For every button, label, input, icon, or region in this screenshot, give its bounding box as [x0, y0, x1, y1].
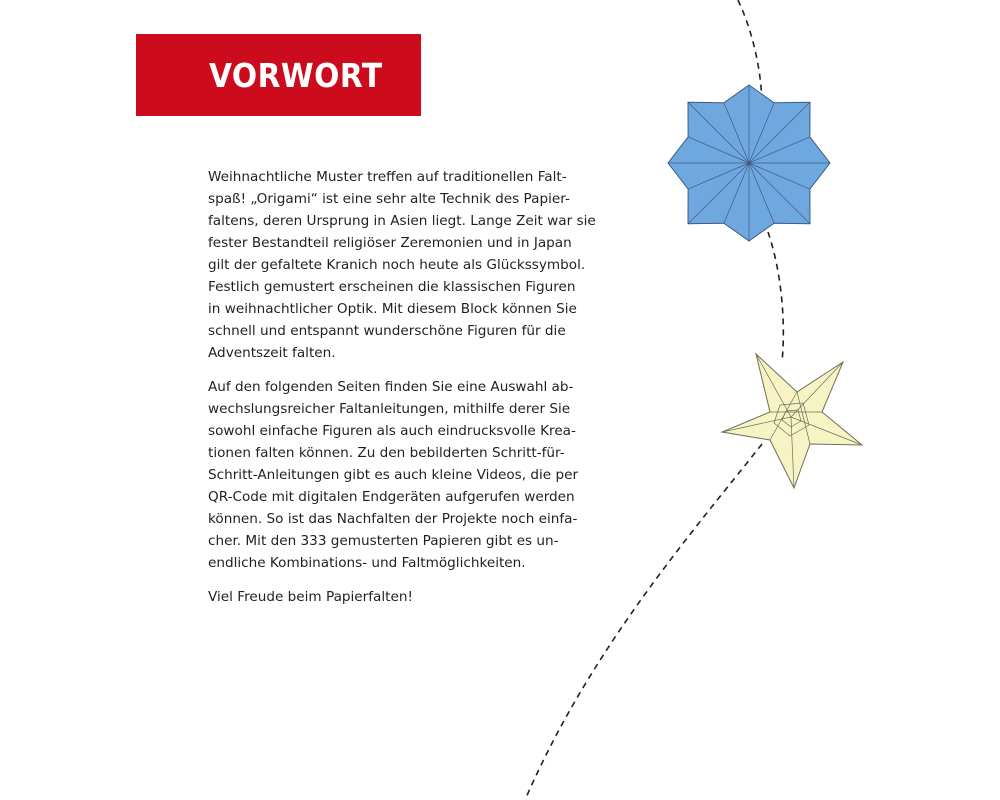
text-line: faltens, deren Ursprung in Asien liegt. Lange Zeit war sie [208, 213, 596, 229]
text-line: wechslungsreicher Faltanleitungen, mithilfe derer Sie [208, 401, 571, 417]
text-line: tionen falten können. Zu den bebilderten Schritt-für- [208, 445, 565, 461]
text-line: Weihnachtliche Muster treffen auf traditionellen Falt- [208, 169, 567, 185]
page-title: VORWORT [209, 56, 383, 95]
text-line: Viel Freude beim Papierfalten! [208, 589, 413, 605]
text-line: fester Bestandteil religiöser Zeremonien und in Japan [208, 235, 572, 251]
text-line: Adventszeit falten. [208, 345, 336, 361]
text-line: sowohl einfache Figuren als auch eindrucksvolle Krea- [208, 423, 576, 439]
text-line: Festlich gemustert erscheinen die klassischen Figuren [208, 279, 576, 295]
blue-star-icon [668, 85, 830, 241]
text-line: cher. Mit den 333 gemusterten Papieren gibt es un- [208, 533, 559, 549]
text-line: spaß! „Origami“ ist eine sehr alte Technik des Papier- [208, 191, 570, 207]
yellow-star-icon [722, 354, 862, 488]
text-line: schnell und entspannt wunderschöne Figuren für die [208, 323, 566, 339]
text-line: können. So ist das Nachfalten der Projekte noch einfa- [208, 511, 578, 527]
text-line: Auf den folgenden Seiten finden Sie eine Auswahl ab- [208, 379, 574, 395]
dashed-path-icon [525, 444, 762, 800]
text-line: in weihnachtlicher Optik. Mit diesem Block können Sie [208, 301, 577, 317]
text-line: QR-Code mit digitalen Endgeräten aufgerufen werden [208, 489, 575, 505]
text-line: Schritt-Anleitungen gibt es auch kleine Videos, die per [208, 467, 579, 483]
dashed-path-icon [768, 232, 783, 362]
text-line: endliche Kombinations- und Faltmöglichkeiten. [208, 555, 526, 571]
text-line: gilt der gefaltete Kranich noch heute als Glückssymbol. [208, 257, 586, 273]
